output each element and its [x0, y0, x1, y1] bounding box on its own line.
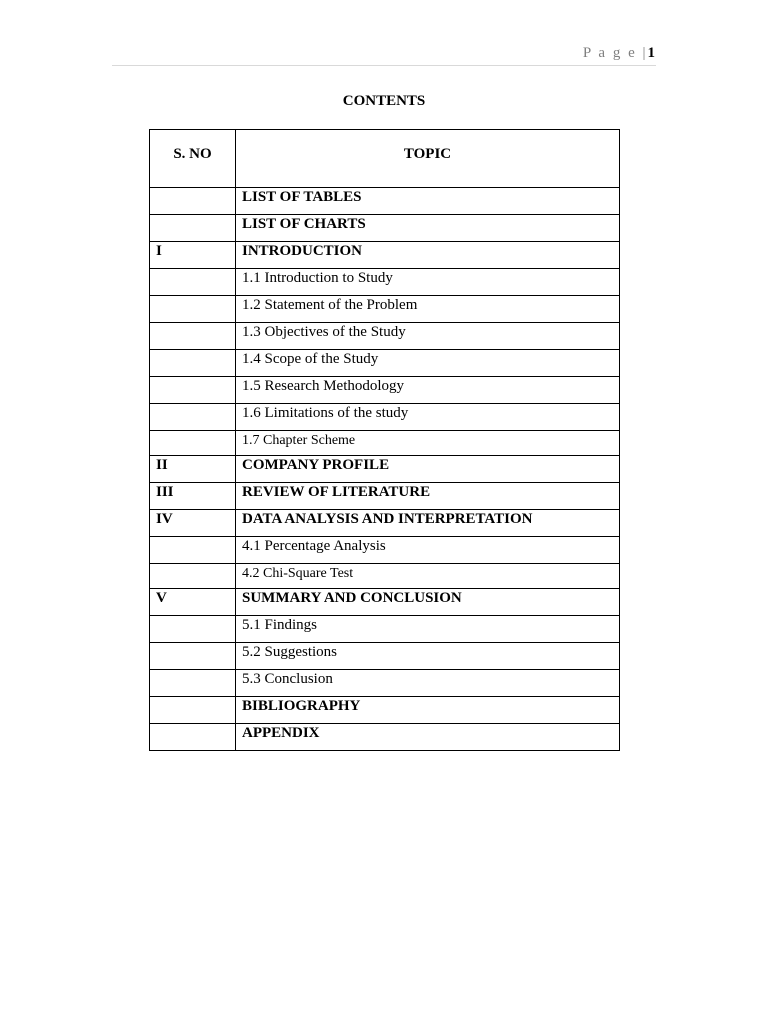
- cell-topic: INTRODUCTION: [236, 242, 620, 269]
- table-row: [150, 188, 620, 215]
- cell-sno: [150, 350, 236, 377]
- column-header-sno: S. NO: [150, 130, 236, 188]
- table-header-row: [150, 130, 620, 188]
- table-row: [150, 350, 620, 377]
- cell-sno: I: [150, 242, 236, 269]
- cell-topic: BIBLIOGRAPHY: [236, 697, 620, 724]
- table-row: [150, 616, 620, 643]
- table-row: [150, 697, 620, 724]
- cell-topic: 1.5 Research Methodology: [236, 377, 620, 404]
- table-row: [150, 589, 620, 616]
- cell-sno: II: [150, 456, 236, 483]
- contents-table-body: [150, 188, 620, 751]
- cell-sno: V: [150, 589, 236, 616]
- cell-sno: III: [150, 483, 236, 510]
- table-row: [150, 242, 620, 269]
- table-row: [150, 323, 620, 350]
- cell-topic: LIST OF CHARTS: [236, 215, 620, 242]
- cell-sno: [150, 724, 236, 751]
- cell-sno: [150, 431, 236, 456]
- cell-topic: 5.2 Suggestions: [236, 643, 620, 670]
- table-row: [150, 483, 620, 510]
- cell-sno: [150, 377, 236, 404]
- table-row: [150, 404, 620, 431]
- page-label: P a g e: [582, 45, 637, 61]
- cell-topic: 1.1 Introduction to Study: [236, 269, 620, 296]
- table-row: [150, 456, 620, 483]
- cell-sno: [150, 643, 236, 670]
- column-header-topic: TOPIC: [236, 130, 620, 188]
- cell-sno: [150, 215, 236, 242]
- table-row: [150, 564, 620, 589]
- contents-title: CONTENTS: [342, 93, 426, 109]
- cell-sno: [150, 564, 236, 589]
- cell-sno: [150, 697, 236, 724]
- table-row: [150, 643, 620, 670]
- cell-topic: 1.7 Chapter Scheme: [236, 431, 620, 456]
- page-number: 1: [647, 45, 655, 61]
- cell-topic: 5.3 Conclusion: [236, 670, 620, 697]
- cell-sno: [150, 537, 236, 564]
- cell-topic: 1.3 Objectives of the Study: [236, 323, 620, 350]
- page-header: [583, 45, 655, 62]
- table-row: [150, 510, 620, 537]
- cell-topic: 4.1 Percentage Analysis: [236, 537, 620, 564]
- cell-sno: [150, 616, 236, 643]
- table-row: [150, 670, 620, 697]
- cell-topic: SUMMARY AND CONCLUSION: [236, 589, 620, 616]
- cell-sno: [150, 188, 236, 215]
- cell-topic: LIST OF TABLES: [236, 188, 620, 215]
- contents-table: [149, 129, 620, 751]
- table-row: [150, 537, 620, 564]
- cell-topic: 4.2 Chi-Square Test: [236, 564, 620, 589]
- header-rule: [112, 65, 656, 66]
- cell-topic: DATA ANALYSIS AND INTERPRETATION: [236, 510, 620, 537]
- cell-sno: [150, 404, 236, 431]
- cell-sno: IV: [150, 510, 236, 537]
- cell-sno: [150, 323, 236, 350]
- table-row: [150, 377, 620, 404]
- cell-topic: APPENDIX: [236, 724, 620, 751]
- cell-topic: 1.6 Limitations of the study: [236, 404, 620, 431]
- table-row: [150, 431, 620, 456]
- table-row: [150, 296, 620, 323]
- cell-topic: 5.1 Findings: [236, 616, 620, 643]
- page-separator: |: [642, 45, 646, 61]
- table-row: [150, 215, 620, 242]
- cell-sno: [150, 670, 236, 697]
- table-row: [150, 269, 620, 296]
- cell-topic: 1.4 Scope of the Study: [236, 350, 620, 377]
- cell-sno: [150, 269, 236, 296]
- cell-sno: [150, 296, 236, 323]
- cell-topic: REVIEW OF LITERATURE: [236, 483, 620, 510]
- cell-topic: COMPANY PROFILE: [236, 456, 620, 483]
- table-row: [150, 724, 620, 751]
- cell-topic: 1.2 Statement of the Problem: [236, 296, 620, 323]
